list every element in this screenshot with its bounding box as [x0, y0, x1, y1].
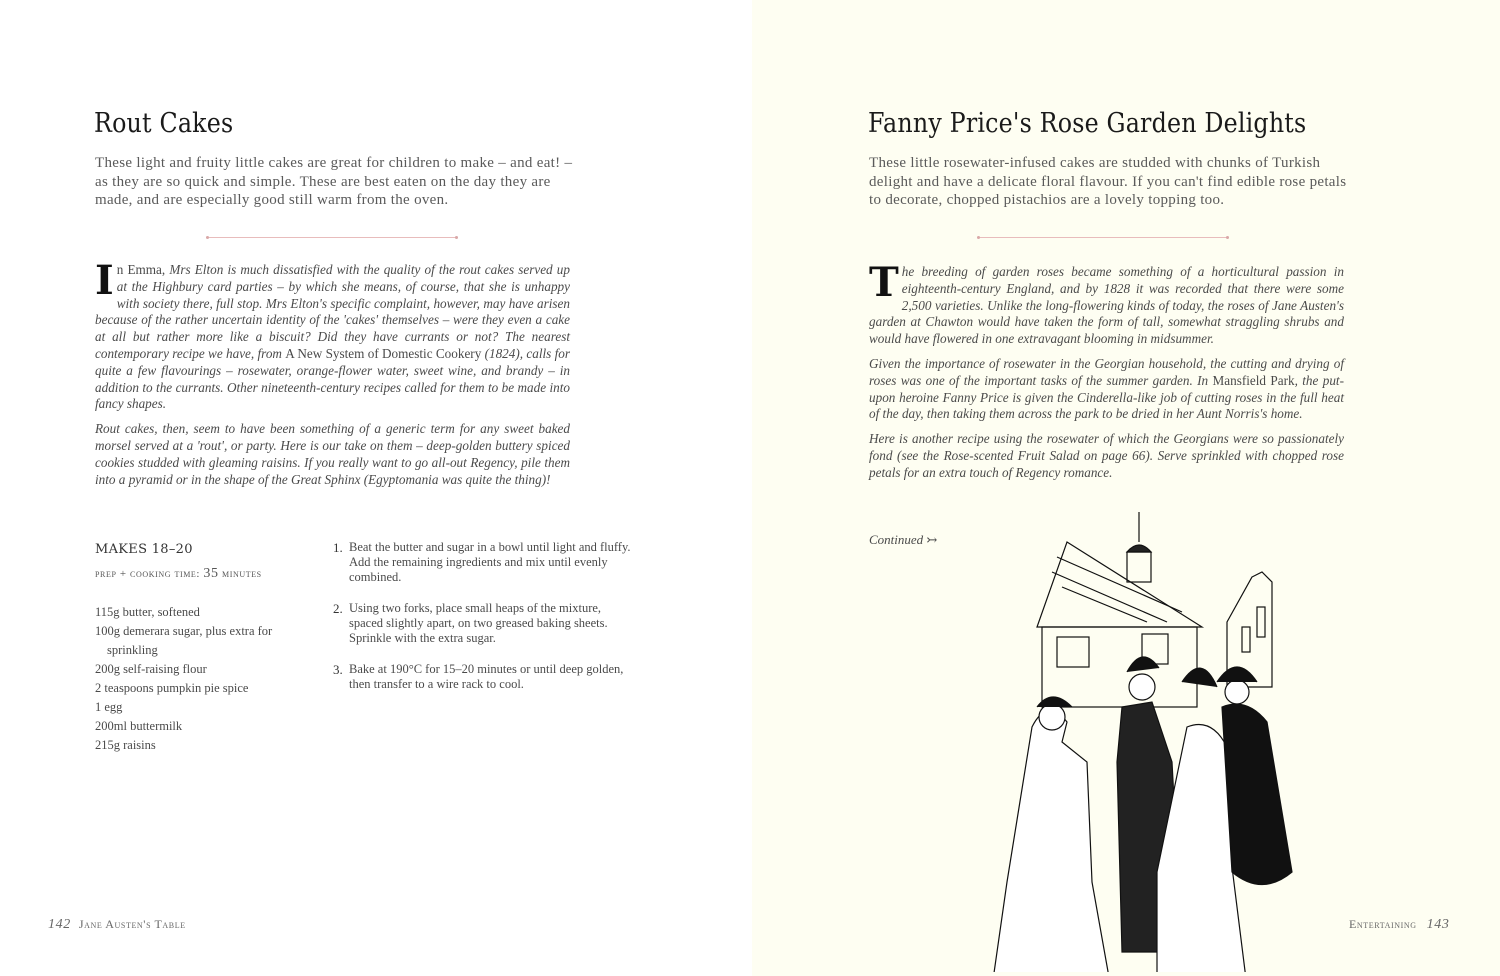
ornamental-divider [978, 237, 1228, 238]
arrow-right-icon: ↣ [926, 532, 938, 547]
regency-ladies-illustration [967, 512, 1317, 972]
continued-link[interactable]: Continued ↣ [869, 532, 938, 547]
essay-paragraph: Here is another recipe using the rosewater of which the Georgians were so passionately fond (see the Rose-scented Fruit Salad on page 66). Serve sprinkled with chopped rose petals for an extra touch of Regency romance. [869, 431, 1344, 480]
essay-paragraph: The breeding of garden roses became something of a horticultural passion in eighteenth-century England, and by 1828 it was recorded that there were some 2,500 varieties. Unlike the long-flowering kinds of today, the roses of Jane Austen's garden at Chawton would have taken the form of tall, somewhat straggling shrubs and would have flowered in one extravagant blooming in midsummer. [869, 259, 1344, 347]
ingredient-item: 2 teaspoons pumpkin pie spice [95, 681, 249, 695]
recipe-intro: These light and fruity little cakes are great for children to make – and eat! – as they are so quick and simple. These are best eaten on the day they are made, and are especially good still warm from the oven. [95, 155, 573, 208]
essay-paragraph: Given the importance of rosewater in the Georgian household, the cutting and drying of roses was one of the important tasks of the summer garden. In Mansfield Park, the put-upon heroine Fanny Price is given the Cinderella-like job of cutting roses in the full heat of the day, then taking them across the park to be dried in her Aunt Norris's home. [869, 355, 1344, 422]
method-steps [333, 540, 633, 708]
ingredient-item: 200ml buttermilk [95, 719, 183, 733]
ingredient-item: 215g raisins [95, 738, 156, 752]
recipe-title: Rout Cakes [94, 108, 234, 139]
page-number: 143 [1426, 917, 1450, 932]
history-essay [869, 259, 1344, 490]
right-page [752, 0, 1500, 976]
ingredient-item: 115g butter, softened [95, 605, 200, 619]
history-essay [95, 257, 570, 496]
ingredient-item: 200g self-raising flour [95, 662, 207, 676]
method-step: 2. Using two forks, place small heaps of the mixture, spaced slightly apart, on two greased baking sheets. Sprinkle with the extra sugar. [333, 601, 608, 645]
recipe-intro: These little rosewater-infused cakes are studded with chunks of Turkish delight and have a delicate floral flavour. If you can't find edible rose petals to decorate, chopped pistachios are a lovely topping too. [869, 155, 1347, 208]
ingredients-list [95, 603, 315, 755]
running-head: Jane Austen's Table [78, 917, 186, 931]
ingredient-item: 1 egg [95, 700, 123, 714]
yield-heading: MAKES 18–20 [95, 542, 193, 557]
ingredient-item: 100g demerara sugar, plus extra for sprinkling [95, 624, 273, 657]
prep-time: prep + cooking time: 35 minutes [95, 566, 262, 581]
essay-paragraph: In Emma, Mrs Elton is much dissatisfied with the quality of the rout cakes served up at the Highbury card parties – by which she means, of course, that she is unhappy with society there, full stop. Mrs Elton's specific complaint, however, may have arisen because of the rather uncertain identity of the 'cakes' themselves – were they even a cake at all but rather more like a biscuit? Did they have currants or not? The nearest contemporary recipe we have, from A New System of Domestic Cookery (1824), calls for quite a few flavourings – rosewater, orange-flower water, sweet wine, and brandy – in addition to the currants. Other nineteenth-century recipes called for them to be made into fancy shapes. [95, 257, 570, 412]
recipe-title: Fanny Price's Rose Garden Delights [868, 108, 1307, 139]
ornamental-divider [207, 237, 457, 238]
essay-paragraph: Rout cakes, then, seem to have been something of a generic term for any sweet baked morsel served at a 'rout', or party. Here is our take on them – deep-golden buttery spiced cookies studded with gleaming raisins. If you really want to go all-out Regency, pile them into a pyramid or in the shape of the Great Sphinx (Egyptomania was quite the thing)! [95, 421, 570, 487]
left-folio [48, 917, 186, 933]
drop-cap: I [95, 257, 114, 304]
page-number: 142 [48, 917, 71, 932]
method-step: 3. Bake at 190°C for 15–20 minutes or until deep golden, then transfer to a wire rack to cool. [333, 662, 624, 691]
running-head: Entertaining [1349, 917, 1417, 931]
drop-cap: T [869, 259, 899, 306]
method-step: 1. Beat the butter and sugar in a bowl until light and fluffy. Add the remaining ingredients and mix until evenly combined. [333, 540, 631, 584]
right-folio [1349, 917, 1449, 933]
